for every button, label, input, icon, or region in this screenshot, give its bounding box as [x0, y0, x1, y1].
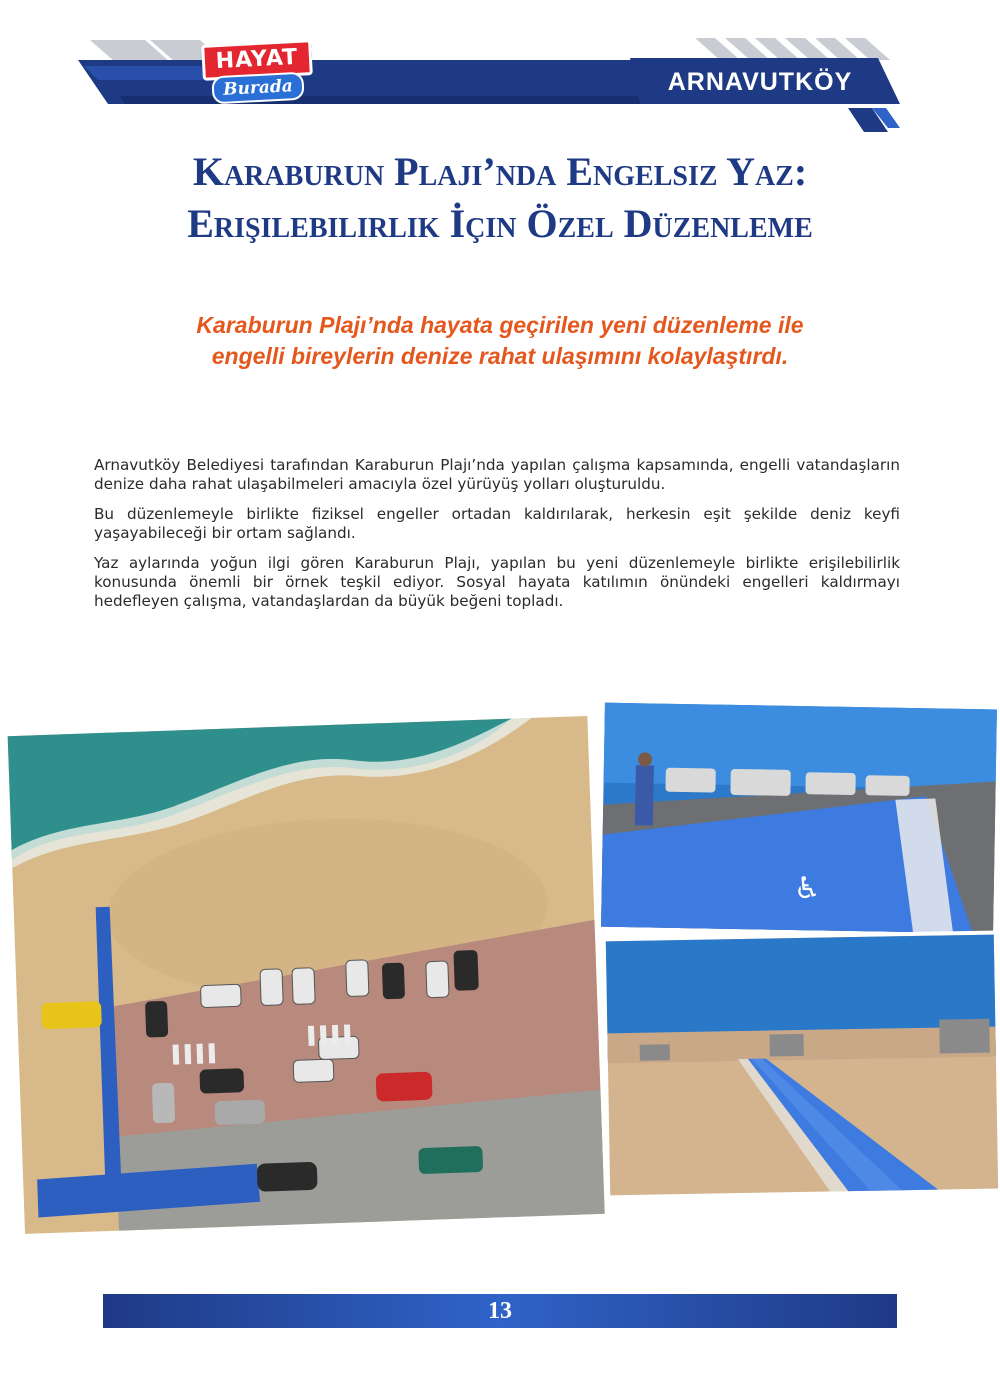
hayat-burada-logo	[198, 42, 313, 102]
logo-burada-text: Burada	[211, 72, 304, 105]
title-line-2: Erişilebilirlik İçin Özel Düzenleme	[187, 201, 813, 246]
subtitle-line-1: Karaburun Plajı’nda hayata geçirilen yeni düzenleme ile	[196, 312, 804, 338]
body-paragraph: Arnavutköy Belediyesi tarafından Karaburun Plajı’nda yapılan çalışma kapsamında, engelli vatandaşların denize daha rahat ulaşabilmeleri amacıyla özel yürüyüş yolları oluşturuldu.	[94, 456, 900, 493]
district-label: ARNAVUTKÖY	[667, 68, 853, 96]
beach-aerial-photo	[0, 700, 610, 1240]
article-title	[60, 146, 940, 250]
body-paragraph: Yaz aylarında yoğun ilgi gören Karaburun Plajı, yapılan bu yeni düzenlemeyle birlikte erişilebilirlik konusunda önemli bir örnek teşkil ediyor. Sosyal hayata katılımın önündeki engelleri kaldırmayı hedefleyen çalışma, vatandaşlardan da büyük beğeni topladı.	[94, 554, 900, 610]
article-subtitle	[80, 310, 920, 372]
beach-walkway-photo	[600, 930, 1000, 1200]
body-paragraph: Bu düzenlemeyle birlikte fiziksel engeller ortadan kaldırılarak, herkesin eşit şekilde deniz keyfi yaşayabileceği bir ortam sağlandı.	[94, 505, 900, 542]
subtitle-line-2: engelli bireylerin denize rahat ulaşımını kolaylaştırdı.	[211, 343, 789, 369]
article-body	[94, 456, 900, 622]
logo-hayat-text: HAYAT	[201, 39, 313, 81]
parking-road-photo	[595, 698, 1000, 938]
svg-text:♿: ♿	[793, 870, 821, 907]
page-number: 13	[488, 1298, 512, 1324]
title-line-1: Karaburun Plajı’nda Engelsiz Yaz:	[192, 149, 808, 194]
